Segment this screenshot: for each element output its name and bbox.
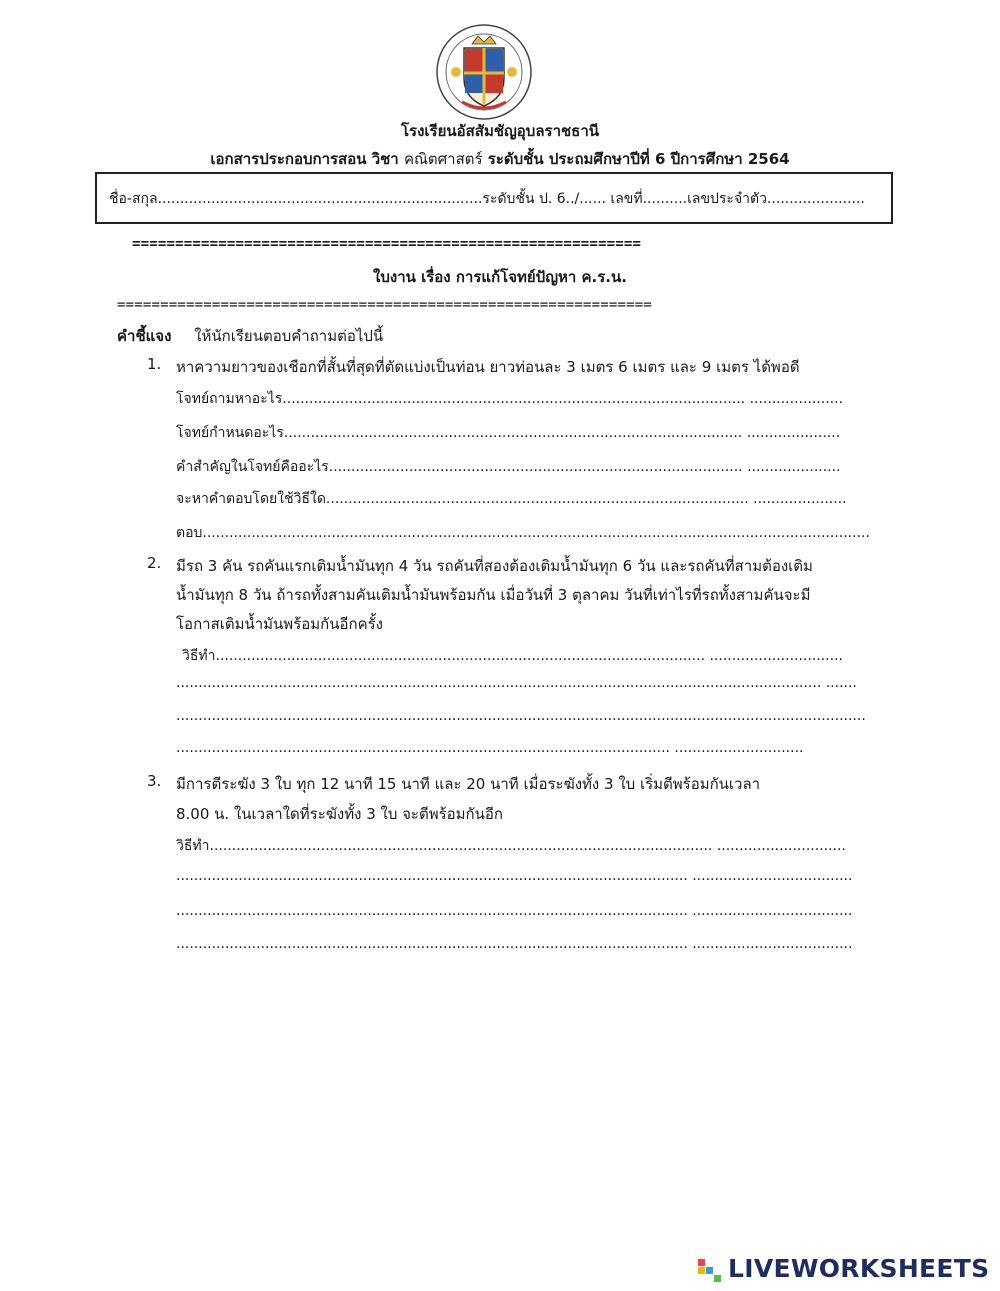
- q2-answer-line[interactable]: ................................................................................................................................................. .......: [176, 675, 857, 691]
- q3-text-line: มีการตีระฆัง 3 ใบ ทุก 12 นาที 15 นาที และ 20 นาที เมื่อระฆังทั้ง 3 ใบ เริ่มตีพร้อมกันเวลา: [176, 775, 761, 793]
- school-crest-logo: [432, 22, 536, 122]
- crest-icon: [432, 22, 536, 122]
- student-info-fields[interactable]: ชื่อ-สกุล.........................................................................ระดับชั้น ป. 6../...... เลขที่..........เลขประจำตัว......................: [109, 191, 865, 207]
- q1-line-method[interactable]: จะหาคำตอบโดยใช้วิธีใด............................................................................................... .....................: [176, 491, 847, 507]
- logo-block-red: [698, 1259, 705, 1266]
- q3-answer-line[interactable]: ................................................................................................................... ....................................: [176, 936, 853, 952]
- q2-text-line: โอกาสเติมน้ำมันพร้อมกันอีกครั้ง: [176, 615, 383, 633]
- instructions: [117, 324, 383, 348]
- school-name: โรงเรียนอัสสัมชัญอุบลราชธานี: [400, 122, 600, 140]
- student-info-box: [95, 172, 893, 224]
- q1-line-question[interactable]: โจทย์ถามหาอะไร........................................................................................................ .....................: [176, 391, 844, 407]
- q2-number: 2.: [147, 554, 162, 572]
- q1-line-given[interactable]: โจทย์กำหนดอะไร....................................................................................................... .....................: [176, 425, 841, 441]
- doc-line-suffix: ระดับชั้น ประถมศึกษาปีที่ 6 ปีการศึกษา 2564: [487, 150, 790, 168]
- q2-method-line[interactable]: วิธีทำ.............................................................................................................. ..............................: [182, 648, 843, 664]
- worksheet-title: ใบงาน เรื่อง การแก้โจทย์ปัญหา ค.ร.น.: [373, 268, 627, 286]
- logo-block-green: [714, 1275, 721, 1282]
- q3-answer-line[interactable]: ................................................................................................................... ....................................: [176, 903, 853, 919]
- instructions-label: คำชี้แจง: [117, 327, 172, 345]
- q2-answer-line[interactable]: ............................................................................................................... .............................: [176, 740, 804, 756]
- instructions-text: ให้นักเรียนตอบคำถามต่อไปนี้: [194, 327, 384, 345]
- separator-bottom: ==============================================================: [117, 297, 652, 313]
- q3-method-line[interactable]: วิธีทำ................................................................................................................. .............................: [176, 838, 846, 854]
- document-info-line: [0, 147, 1000, 171]
- brand-wordmark: LIVEWORKSHEETS: [728, 1254, 990, 1283]
- doc-line-prefix: เอกสารประกอบการสอน วิชา: [210, 150, 399, 168]
- separator-top: ===========================================================: [132, 236, 642, 252]
- subject-name: คณิตศาสตร์: [403, 150, 483, 168]
- logo-block-yellow: [698, 1267, 705, 1274]
- q3-text-line: 8.00 น. ในเวลาใดที่ระฆังทั้ง 3 ใบ จะตีพร้อมกันอีก: [176, 805, 503, 823]
- q2-answer-line[interactable]: ...........................................................................................................................................................: [176, 708, 866, 724]
- q1-line-keywords[interactable]: คำสำคัญในโจทย์คืออะไร............................................................................................. .....................: [176, 459, 841, 475]
- q1-line-answer[interactable]: ตอบ......................................................................................................................................................: [176, 525, 870, 541]
- q3-number: 3.: [147, 772, 162, 790]
- q2-text-line: น้ำมันทุก 8 วัน ถ้ารถทั้งสามคันเติมน้ำมันพร้อมกัน เมื่อวันที่ 3 ตุลาคม วันที่เท่าไรที่รถทั้งสามคันจะมี: [176, 586, 811, 604]
- q1-number: 1.: [147, 355, 162, 373]
- q3-answer-line[interactable]: ................................................................................................................... ....................................: [176, 868, 853, 884]
- q2-text-line: มีรถ 3 คัน รถคันแรกเติมน้ำมันทุก 4 วัน รถคันที่สองต้องเติมน้ำมันทุก 6 วัน และรถคันที่สามต้องเติม: [176, 557, 813, 575]
- logo-block-blue: [706, 1267, 713, 1274]
- q1-text: หาความยาวของเชือกที่สั้นที่สุดที่ตัดแบ่งเป็นท่อน ยาวท่อนละ 3 เมตร 6 เมตร และ 9 เมตร ได้พอดี: [176, 358, 800, 376]
